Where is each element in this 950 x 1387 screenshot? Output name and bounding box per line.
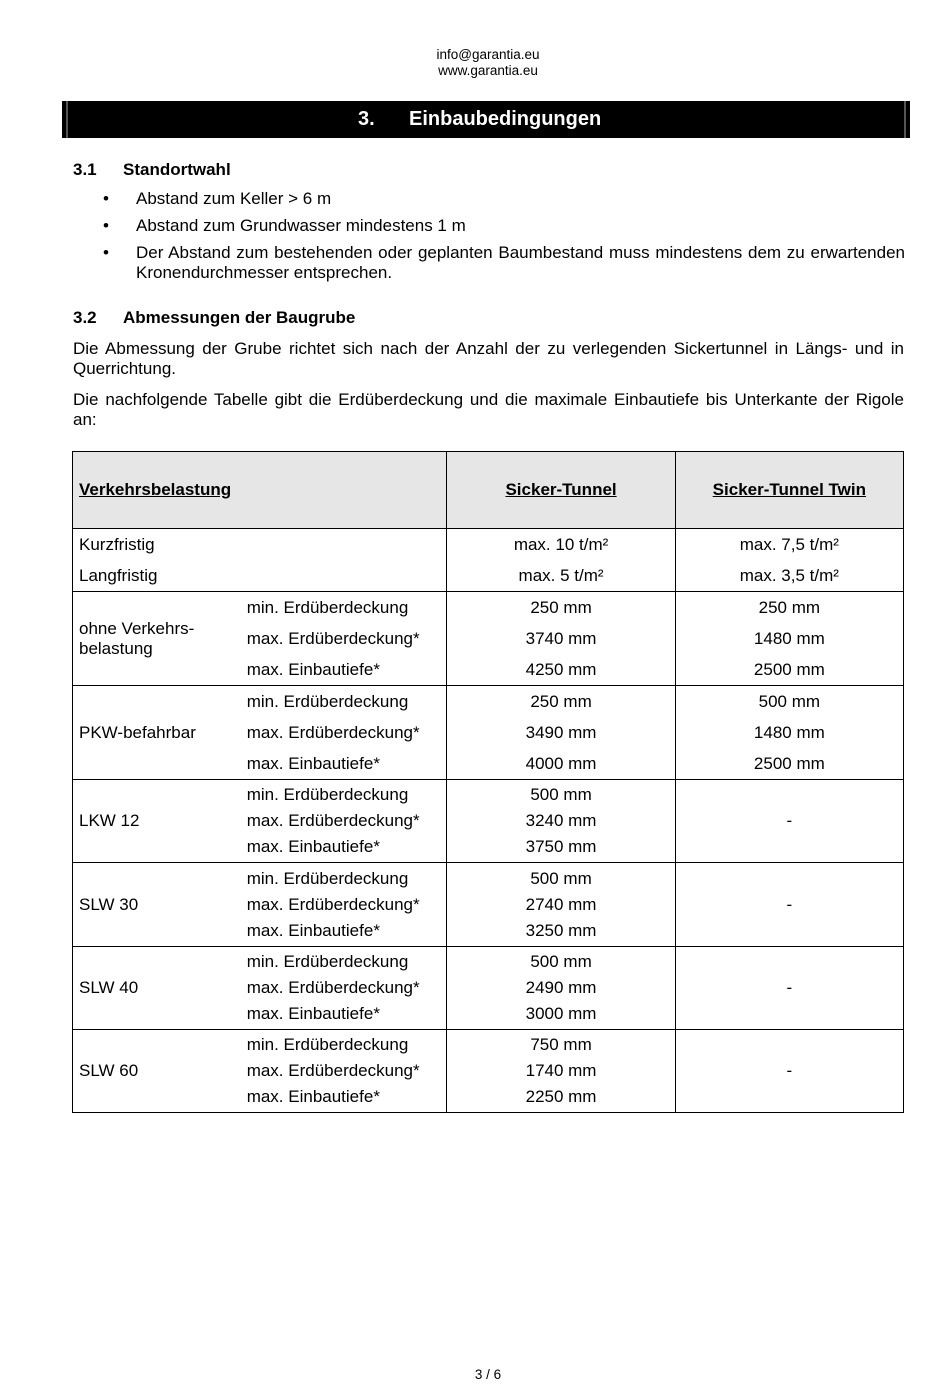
table-row: PKW-befahrbar min. Erdüberdeckung max. Erdüberdeckung* max. Einbautiefe* 250 mm 3490 mm 4000 mm 500 mm 1480 mm 2500 mm	[73, 686, 904, 780]
table-row: SLW 30 min. Erdüberdeckung max. Erdüberdeckung* max. Einbautiefe* 500 mm 2740 mm 3250 mm -	[73, 863, 904, 947]
group-name: PKW-befahrbar	[73, 686, 241, 780]
section-title-bar	[62, 101, 910, 138]
table-row: LKW 12 min. Erdüberdeckung max. Erdüberdeckung* max. Einbautiefe* 500 mm 3240 mm 3750 mm -	[73, 780, 904, 863]
page-number: 3 / 6	[474, 1367, 502, 1382]
subsection-heading-3-1	[73, 160, 231, 180]
table-row: Kurzfristig Langfristig max. 10 t/m² max. 5 t/m² max. 7,5 t/m² max. 3,5 t/m²	[73, 529, 904, 592]
subsection-number: 3.1	[73, 160, 97, 179]
group-name: ohne Verkehrs- belastung	[73, 592, 241, 686]
table-row: SLW 40 min. Erdüberdeckung max. Erdüberdeckung* max. Einbautiefe* 500 mm 2490 mm 3000 mm -	[73, 947, 904, 1030]
header-verkehrsbelastung: Verkehrsbelastung	[73, 452, 447, 529]
bullet-list	[73, 189, 905, 290]
group-name: SLW 30	[73, 863, 241, 947]
header-sicker-tunnel: Sicker-Tunnel	[447, 452, 675, 529]
subsection-title: Standortwahl	[123, 160, 231, 179]
section-title: Einbaubedingungen	[409, 108, 602, 130]
table-row: ohne Verkehrs- belastung min. Erdüberdeckung max. Erdüberdeckung* max. Einbautiefe* 250 mm 3740 mm 4250 mm 250 mm 1480 mm 2500 mm	[73, 592, 904, 686]
list-item: • Abstand zum Grundwasser mindestens 1 m	[103, 216, 466, 235]
header-email: info@garantia.eu	[436, 47, 540, 62]
subsection-heading-3-2	[73, 308, 356, 328]
subsection-number: 3.2	[73, 308, 97, 327]
table-header-row	[73, 452, 904, 529]
list-item: • Der Abstand zum bestehenden oder geplanten Baumbestand muss mindestens dem zu erwartenden Kronendurchmesser entsprechen.	[103, 243, 905, 282]
table-row: SLW 60 min. Erdüberdeckung max. Erdüberdeckung* max. Einbautiefe* 750 mm 1740 mm 2250 mm -	[73, 1030, 904, 1113]
subsection-title: Abmessungen der Baugrube	[123, 308, 356, 327]
page-header	[0, 47, 950, 79]
group-name: SLW 60	[73, 1030, 241, 1113]
installation-table	[72, 451, 904, 1113]
list-item: • Abstand zum Keller > 6 m	[103, 189, 332, 208]
section-number: 3.	[358, 108, 375, 130]
header-website: www.garantia.eu	[438, 63, 538, 78]
paragraph-grube: Die Abmessung der Grube richtet sich nach der Anzahl der zu verlegenden Sickertunnel in Längs- und in Querrichtung.	[73, 339, 904, 378]
group-name: SLW 40	[73, 947, 241, 1030]
group-name: LKW 12	[73, 780, 241, 863]
paragraph-tabelle: Die nachfolgende Tabelle gibt die Erdüberdeckung und die maximale Einbautiefe bis Unterkante der Rigole an:	[73, 390, 904, 429]
header-sicker-tunnel-twin: Sicker-Tunnel Twin	[675, 452, 903, 529]
